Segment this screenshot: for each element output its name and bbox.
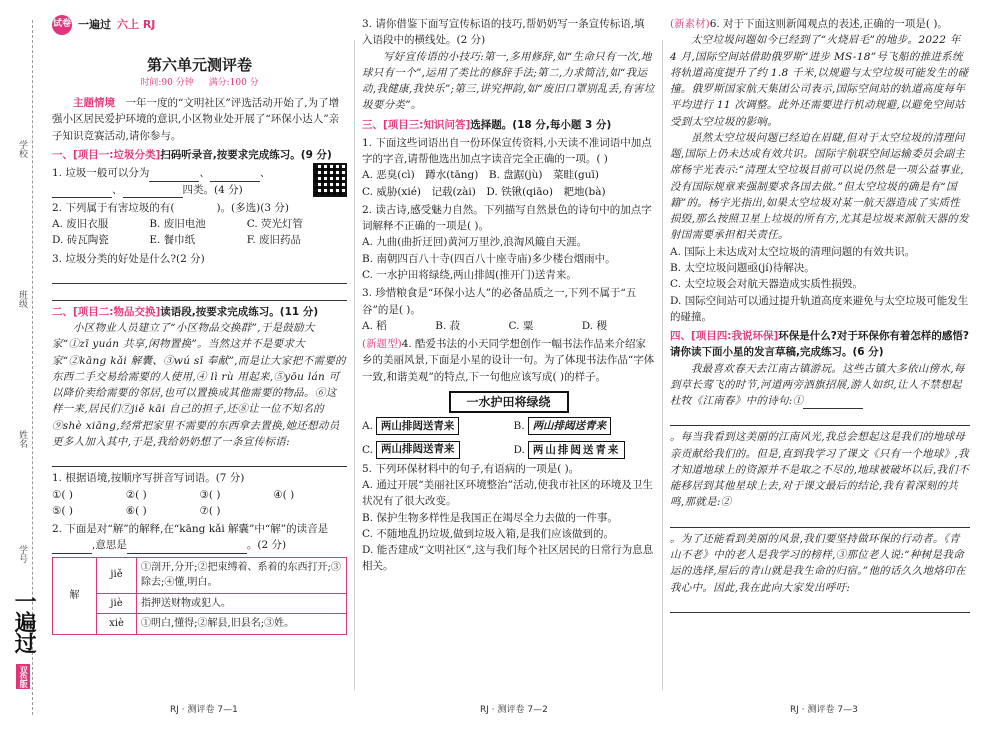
section-4-tag: 四、[项目四:我说环保]	[670, 330, 779, 343]
name-label: 姓名	[16, 430, 27, 448]
table-row	[53, 593, 347, 614]
section-3-instruction: 选择题。(18 分,每小题 3 分)	[470, 118, 612, 131]
speech-draft: 我最喜欢春天去江南古镇游玩。这些古镇大多依山傍水,每到草长莺飞的时节,河道两旁酒旗招展,游人如织,让人不禁想起杜牧《江南春》中的诗句:①	[670, 361, 970, 410]
brand-logo-icon: 试卷	[52, 15, 72, 35]
header-grade: 六上 RJ	[117, 18, 156, 32]
qr-code-icon[interactable]	[313, 163, 347, 197]
question-2-1: 1. 根据语境,按顺序写拼音写词语。(7 分)	[52, 472, 245, 485]
option[interactable]: C. 不随地乱扔垃圾,做到垃圾入箱,是我们应该做到的。	[362, 527, 615, 540]
question-3-3-options	[362, 318, 655, 334]
new-material-tag: (新素材)	[670, 18, 710, 30]
school-label: 学校	[16, 140, 27, 158]
option[interactable]: A. 通过开展“美丽社区环境整治”活动,使我市社区的环境及卫生状况有了很大改变。	[362, 479, 653, 508]
situation-label: 主题情境	[73, 97, 115, 110]
column-3	[670, 14, 970, 704]
page-footer-3: RJ · 测评卷 7—3	[790, 705, 858, 715]
answer-line[interactable]	[52, 270, 347, 284]
option[interactable]: C. 太空垃圾会对航天器造成实质性损毁。	[670, 278, 863, 291]
column-divider	[354, 40, 355, 690]
new-type-tag: (新题型)	[362, 338, 402, 351]
question-1-1: 1. 垃圾一般可以分为 、 、 、 四类。(4 分)	[52, 165, 347, 198]
option[interactable]: D. 能否建成“文明社区”,这与我们每个社区居民的日常行为息息相关。	[362, 544, 654, 573]
option[interactable]: A. 恶臭(cì) 蹲水(tāng) B. 盘踞(jù) 菜畦(guī)	[362, 169, 599, 182]
option[interactable]: C. 威胁(xié) 记载(zài) D. 铁锹(qiāo) 耙地(bà)	[362, 185, 606, 198]
pinyin-answer-slots	[52, 487, 347, 520]
news-paragraph-1: 太空垃圾问题如今已经到了“火烧眉毛”的地步。2022 年 4 月,国际空间站借助俄罗斯“进步 MS-18”号飞船的推进系统将轨道高度提升了约 1.8 千米,以规避与太空垃圾可能发生的碰撞。俄罗斯国家航天集团公司表示,国际空间站的轨道高度每年平均进行 11 次调整。此外还需要进行机动规避,以避免空间站受到太空垃圾的影响。	[670, 34, 969, 128]
table-definition: 指押送财物或犯人。	[137, 593, 347, 614]
option[interactable]: B. 废旧电池	[149, 218, 206, 231]
binding-margin	[0, 0, 44, 735]
answer-line[interactable]	[52, 453, 347, 467]
answer-slot[interactable]: ④( )	[273, 488, 295, 501]
question-3-6: (新素材)6. 对于下面这则新闻观点的表述,正确的一项是( )。	[670, 18, 948, 30]
section-1-heading	[52, 147, 347, 163]
answer-blank[interactable]	[52, 542, 92, 554]
question-2-3: 3. 请你借鉴下面写宣传标语的技巧,帮奶奶写一条宣传标语,填入语段中的横线处。(2 分)	[362, 18, 645, 47]
column-2	[362, 14, 655, 704]
answer-slot[interactable]: ③( )	[199, 488, 221, 501]
option[interactable]: A. 稻	[362, 319, 387, 332]
answer-slot[interactable]: ①( )	[52, 488, 73, 501]
answer-slot[interactable]: ⑥( )	[125, 504, 147, 517]
situation-text: 一年一度的“文明社区”评选活动开始了,为了增强小区居民爱护环境的意识,小区物业处开展了“环保小达人”亲子知识竞赛活动,请你参与。	[52, 97, 340, 142]
column-1	[52, 40, 347, 700]
table-row	[53, 614, 347, 635]
option[interactable]: B. 太空垃圾问题亟(jí)待解决。	[670, 261, 815, 274]
table-row	[53, 557, 347, 593]
table-definition: ①剖开,分开;②把束缚着、系着的东西打开;③除去;④懂,明白。	[137, 557, 347, 593]
question-2-2: 2. 下面是对“解”的解释,在“kāng kǎi 解囊”中“解”的读音是,意思是 。(2 分)	[52, 521, 347, 554]
news-paragraph-2: 虽然太空垃圾问题已经迫在眉睫,但对于太空垃圾的清理问题,国际上仍未达成有效共识。国际宇航联空间运输委员会副主席杨宇光表示:“清理太空垃圾目前可以说仍然是一项公益事业,没有国际规章来强制要求各国去做。”但太空垃圾的确是有“国籍”的。杨宇光指出,如果太空垃圾对某一航天器造成了实质性损毁,那么按照卫星上垃圾的所有方,尤其是垃圾来源航天器的发射国需要承担相关责任。	[670, 131, 969, 242]
question-3-2: 2. 读古诗,感受魅力自然。下列描写自然景色的诗句中的加点字词解释不正确的一项是( )。	[362, 203, 652, 233]
option[interactable]: E. 餐巾纸	[149, 234, 196, 247]
color-badge: 双色版	[16, 664, 30, 689]
calligraphy-options	[362, 417, 655, 459]
answer-line[interactable]	[670, 412, 970, 426]
brand-vertical-text: 一遍过	[11, 590, 37, 653]
question-3-5: 5. 下列环保材料中的句子,有语病的一项是( )。	[362, 462, 580, 475]
calligraphy-sample: 一水护田将绿绕	[449, 391, 569, 413]
section-4-heading	[670, 328, 970, 361]
calligraphy-option-c[interactable]: C. 两山排闼送青来	[362, 441, 504, 459]
option[interactable]: B. 保护生物多样性是我国正在竭尽全力去做的一件事。	[362, 511, 618, 524]
answer-slot[interactable]: ⑦( )	[199, 504, 221, 517]
column-divider	[662, 40, 663, 690]
section-2-instruction: 读语段,按要求完成练习。(11 分)	[160, 305, 319, 318]
question-1-3: 3. 垃圾分类的好处是什么?(2 分)	[52, 252, 205, 265]
question-3-4: (新题型)4. 酷爱书法的小天同学想创作一幅书法作品来介绍家乡的美丽风景,下面是小星的设计一句。为了体现书法作品“字体一致,和谐美观”的特点,下一句他应该写成( )的样子。	[362, 338, 655, 383]
page-title: 第六单元测评卷	[146, 56, 252, 74]
answer-line[interactable]	[670, 599, 970, 613]
calligraphy-option-d[interactable]: D. 两山排闼送青来	[514, 441, 656, 459]
exam-meta	[52, 77, 347, 91]
section-2-tag: 二、[项目二:物品交换]	[52, 305, 161, 318]
student-id-label: 学号	[16, 545, 27, 563]
section-3-heading	[362, 117, 655, 133]
calligraphy-option-a[interactable]: A. 两山排闼送青来	[362, 417, 504, 435]
answer-blank[interactable]	[127, 542, 247, 554]
option[interactable]: B. 南朝四百八十寺(四百八十座寺庙)多少楼台烟雨中。	[362, 252, 616, 265]
section-2-heading	[52, 304, 347, 320]
option[interactable]: D. 国际空间站可以通过提升轨道高度来避免与太空垃圾可能发生的碰撞。	[670, 294, 969, 323]
question-3-3: 3. 珍惜粮食是“环保小达人”的必备品质之一,下列不属于“五谷”的是( )。	[362, 287, 637, 316]
page-header	[52, 14, 347, 36]
question-1-2: 2. 下列属于有害垃圾的有( )。(多选)(3 分)	[52, 201, 289, 214]
option[interactable]: C. 一水护田将绿绕,两山排闼(推开门)送青来。	[362, 268, 577, 281]
jie-definition-table	[52, 557, 347, 635]
exam-time: 时间:90 分钟	[140, 78, 194, 89]
option[interactable]: A. 国际上未达成对太空垃圾的清理问题的有效共识。	[670, 245, 916, 258]
question-3-1: 1. 下面这些词语出自一份环保宣传资料,小天读不准词语中加点字的字音,请帮他选出加点字读音完全正确的一项。( )	[362, 136, 652, 166]
page-footer-2: RJ · 测评卷 7—2	[480, 705, 548, 715]
exam-score: 满分:100 分	[208, 78, 259, 89]
table-pinyin: jiě	[97, 557, 137, 593]
option[interactable]: C. 粟	[508, 319, 534, 332]
question-1-2-options	[52, 216, 347, 249]
section-4-instruction: 环保是什么?对于环保你有着怎样的感悟?请你读下面小星的发言草稿,完成练习。(6 分)	[670, 330, 969, 359]
option[interactable]: C. 荧光灯管	[246, 218, 304, 231]
speech-draft-end: 。为了还能看到美丽的风景,我们要坚持做环保的行动者。《青山不老》中的老人是我学习的榜样,③那位老人说:“种树是我命运的选择,屋后的青山就是我生命的归宿。”他的话久久地烙印在我心中。因此,我在此向大家发出呼吁:	[670, 532, 966, 594]
answer-blank[interactable]	[52, 186, 112, 198]
answer-line[interactable]	[670, 514, 970, 528]
table-pinyin: xiè	[97, 614, 137, 635]
speech-draft-continued: 。每当我看到这美丽的江南风光,我总会想起这是我们的地球母亲贡献给我们的。但是,直到我学习了课文《只有一个地球》,我才知道地球上的资源并不是取之不尽的,地球被破坏以后,我们不能移居到其他星球上去,对于课文最后的结论,我有着深刻的共鸣,那就是:②	[670, 431, 969, 509]
option[interactable]: A. 九曲(曲折迂回)黄河万里沙,浪淘风簸自天涯。	[362, 236, 588, 249]
class-label: 班级	[16, 290, 27, 308]
option[interactable]: D. 砖瓦陶瓷	[52, 234, 109, 247]
section-3-tag: 三、[项目三:知识问答]	[362, 118, 471, 131]
header-brand: 一遍过	[78, 18, 111, 32]
brand-vertical	[6, 590, 40, 689]
page-footer-1: RJ · 测评卷 7—1	[170, 705, 238, 715]
section-1-tag: 一、[项目一:垃圾分类]	[52, 148, 161, 161]
answer-blank[interactable]	[803, 397, 863, 409]
option[interactable]: A. 废旧衣服	[52, 218, 109, 231]
option[interactable]: D. 稷	[581, 319, 607, 332]
table-char: 解	[53, 557, 97, 634]
option[interactable]: B. 菽	[435, 319, 461, 332]
answer-blank[interactable]	[210, 170, 260, 182]
answer-line[interactable]	[52, 287, 347, 301]
table-definition: ①明白,懂得;②解县,旧县名;③姓。	[137, 614, 347, 635]
answer-blank[interactable]	[123, 186, 183, 198]
answer-slot[interactable]: ②( )	[125, 488, 147, 501]
situation-paragraph	[52, 95, 347, 144]
calligraphy-option-b[interactable]: B. 两山排闼送青来	[514, 417, 656, 435]
section-2-passage: 小区物业人员建立了“小区物品交换群”,于是鼓励大家“①zī yuán 共享,闲物置换”。当然这并不是要求大家“②kāng kǎi 解囊、③wú sī 奉献”,而是让大家把不需要的东西二手交易给需要的人使用,④ lì rù 用起来,⑤yōu lán 可以降价卖给需要的邻居,也可以置换成其他需要的物品。⑥这样一来,居民们⑦jiě kāi 自己的担子,还⑧让一位不知名的⑨shè xiāng,经常把家里不需要的东西拿去置换,她还想动员更多人加入其中,于是,我给奶奶想了一条宣传标语:	[52, 322, 346, 448]
answer-blank[interactable]	[149, 170, 199, 182]
answer-slot[interactable]: ⑤( )	[52, 504, 73, 517]
section-1-instruction: 扫码听录音,按要求完成练习。(9 分)	[160, 148, 332, 161]
slogan-tips: 写好宣传语的小技巧:第一,多用修辞,如“生命只有一次,地球只有一个”,运用了类比的修辞手法;第二,力求简洁,如“我运动,我健康,我快乐”;第三,讲究押韵,如“废旧口罩别乱丢,有害垃圾要分类”。	[362, 50, 655, 112]
table-pinyin: jiè	[97, 593, 137, 614]
option[interactable]: F. 废旧药品	[246, 234, 302, 247]
